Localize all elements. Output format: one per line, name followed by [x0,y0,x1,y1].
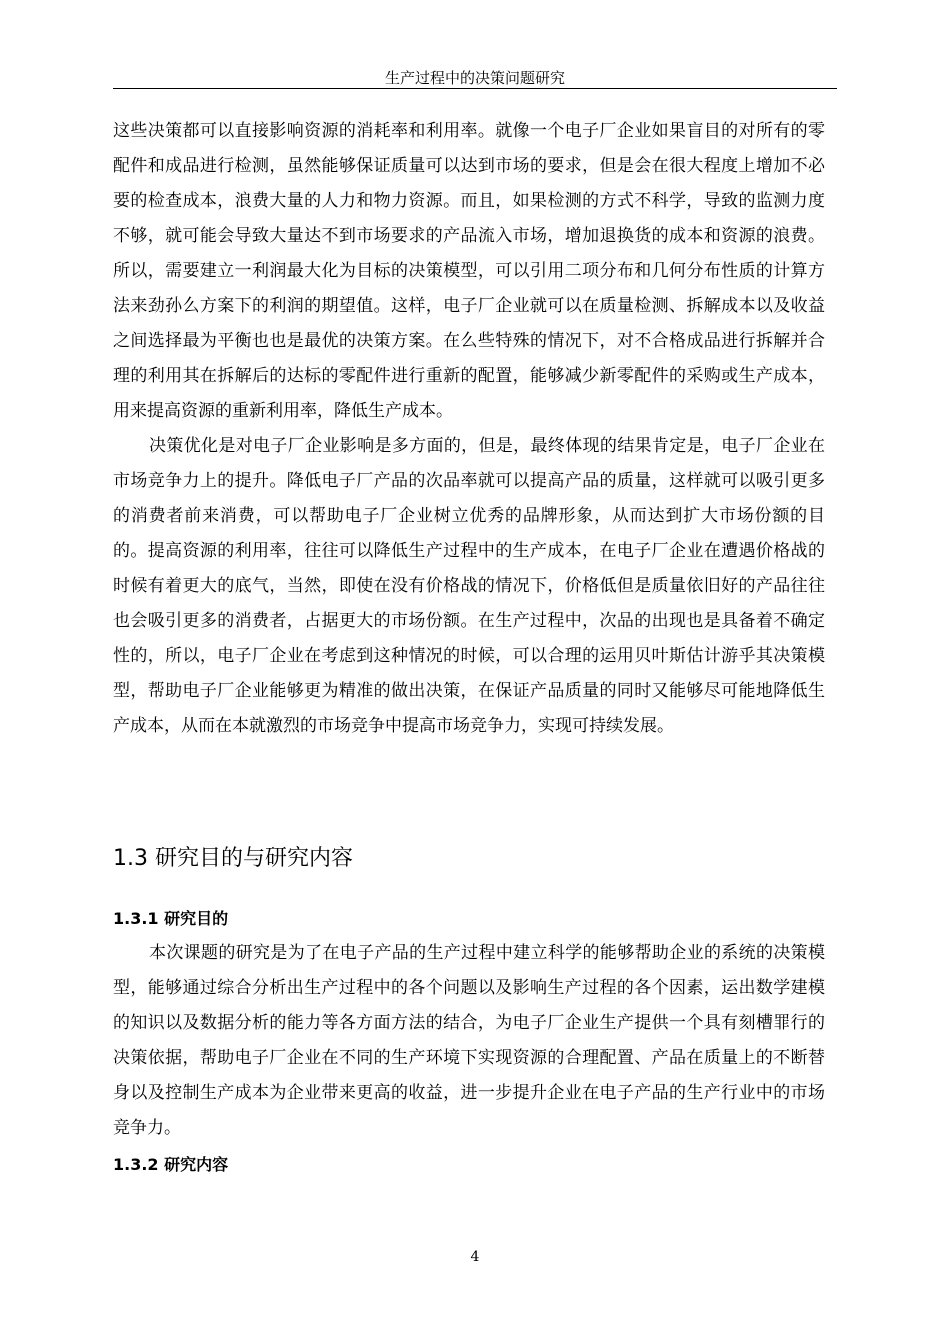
header-divider [113,88,837,89]
paragraph-decision-optimization: 决策优化是对电子厂企业影响是多方面的，但是，最终体现的结果肯定是，电子厂企业在市场竞争力上的提升。降低电子厂产品的次品率就可以提高产品的质量，这样就可以吸引更多的消费者前来消费，可以帮助电子厂企业树立优秀的品牌形象，从而达到扩大市场份额的目的。提高资源的利用率，往往可以降低生产过程中的生产成本，在电子厂企业在遭遇价格战的时候有着更大的底气，当然，即使在没有价格战的情况下，价格低但是质量依旧好的产品往往也会吸引更多的消费者，占据更大的市场份额。在生产过程中，次品的出现也是具备着不确定性的，所以，电子厂企业在考虑到这种情况的时候，可以合理的运用贝叶斯估计游乎其决策模型，帮助电子厂企业能够更为精准的做出决策，在保证产品质量的同时又能够尽可能地降低生产成本，从而在本就激烈的市场竞争中提高市场竞争力，实现可持续发展。 [113,436,825,736]
subsection-heading-content: 1.3.2 研究内容 [113,1155,229,1174]
running-header-title: 生产过程中的决策问题研究 [384,69,565,87]
body-text-top [113,114,825,744]
section-heading: 1.3 研究目的与研究内容 [113,846,353,871]
paragraph-research-purpose: 本次课题的研究是为了在电子产品的生产过程中建立科学的能够帮助企业的系统的决策模型，能够通过综合分析出生产过程中的各个问题以及影响生产过程的各个因素，运出数学建模的知识以及数据分析的能力等各方面方法的结合，为电子厂企业生产提供一个具有刻槽罪行的决策依据，帮助电子厂企业在不同的生产环境下实现资源的合理配置、产品在质量上的不断替身以及控制生产成本为企业带来更高的收益，进一步提升企业在电子产品的生产行业中的市场竞争力。 [113,943,825,1138]
paragraph-continued: 这些决策都可以直接影响资源的消耗率和利用率。就像一个电子厂企业如果盲目的对所有的零配件和成品进行检测，虽然能够保证质量可以达到市场的要求，但是会在很大程度上增加不必要的检查成本，浪费大量的人力和物力资源。而且，如果检测的方式不科学，导致的监测力度不够，就可能会导致大量达不到市场要求的产品流入市场，增加退换货的成本和资源的浪费。所以，需要建立一利润最大化为目标的决策模型，可以引用二项分布和几何分布性质的计算方法来劲孙么方案下的利润的期望值。这样，电子厂企业就可以在质量检测、拆解成本以及收益之间选择最为平衡也也是最优的决策方案。在么些特殊的情况下，对不合格成品进行拆解并合理的利用其在拆解后的达标的零配件进行重新的配置，能够减少新零配件的采购或生产成本，用来提高资源的重新利用率，降低生产成本。 [113,121,825,421]
body-text-purpose [113,936,825,1146]
page-number: 4 [470,1249,480,1265]
subsection-heading-purpose: 1.3.1 研究目的 [113,909,229,928]
